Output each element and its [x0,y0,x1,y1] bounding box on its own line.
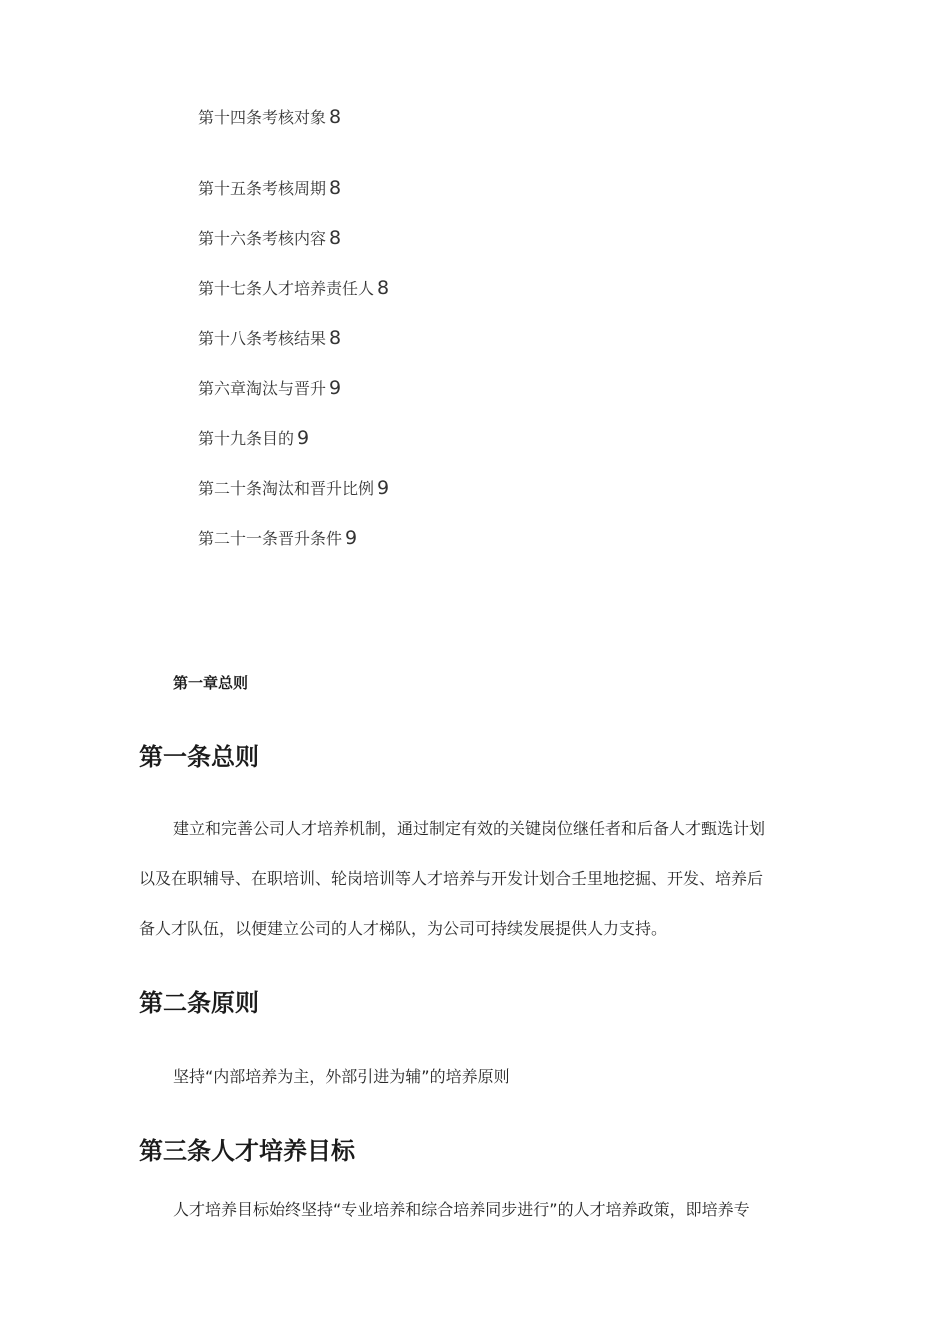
toc-item-page: 8 [329,227,342,249]
toc-item-page: 8 [329,327,342,349]
toc-item-label: 第十七条人才培养责任人 [198,279,375,298]
section-heading: 第一条总则 [139,743,259,771]
paragraph-line: 建立和完善公司人才培养机制，通过制定有效的关键岗位继任者和后备人才甄选计划 [173,819,766,838]
toc-item-page: 8 [329,177,342,199]
toc-item[interactable] [198,375,341,402]
toc-item-label: 第十四条考核对象 [198,108,327,127]
toc-item-label: 第十五条考核周期 [198,179,327,198]
section-heading: 第三条人才培养目标 [139,1137,355,1165]
paragraph-line: 人才培养目标始终坚持“专业培养和综合培养同步进行”的人才培养政策，即培养专 [173,1200,750,1219]
toc-item-label: 第二十条淘汰和晋升比例 [198,479,375,498]
toc-item-page: 9 [345,527,358,549]
toc-item[interactable] [198,525,357,552]
toc-item[interactable] [198,104,341,131]
toc-item-label: 第二十一条晋升条件 [198,529,343,548]
toc-item[interactable] [198,475,389,502]
paragraph-line: 备人才队伍，以便建立公司的人才梯队，为公司可持续发展提供人力支持。 [139,919,668,938]
toc-item-page: 8 [377,277,390,299]
section-heading: 第二条原则 [139,989,259,1017]
toc-item[interactable] [198,425,309,452]
paragraph-line: 以及在职辅导、在职培训、轮岗培训等人才培养与开发计划合壬里地挖掘、开发、培养后 [139,869,764,888]
toc-item[interactable] [198,225,341,252]
toc-item-page: 8 [329,106,342,128]
toc-item[interactable] [198,275,389,302]
toc-item-label: 第十九条目的 [198,429,295,448]
toc-item-page: 9 [377,477,390,499]
toc-item-page: 9 [329,377,342,399]
toc-item-label: 第六章淘汰与晋升 [198,379,327,398]
toc-item-page: 9 [297,427,310,449]
toc-item-label: 第十八条考核结果 [198,329,327,348]
toc-item[interactable] [198,175,341,202]
toc-item[interactable] [198,325,341,352]
paragraph-line: 坚持“内部培养为主，外部引进为辅”的培养原则 [173,1067,510,1086]
toc-item-label: 第十六条考核内容 [198,229,327,248]
chapter-title: 第一章总则 [173,674,249,692]
